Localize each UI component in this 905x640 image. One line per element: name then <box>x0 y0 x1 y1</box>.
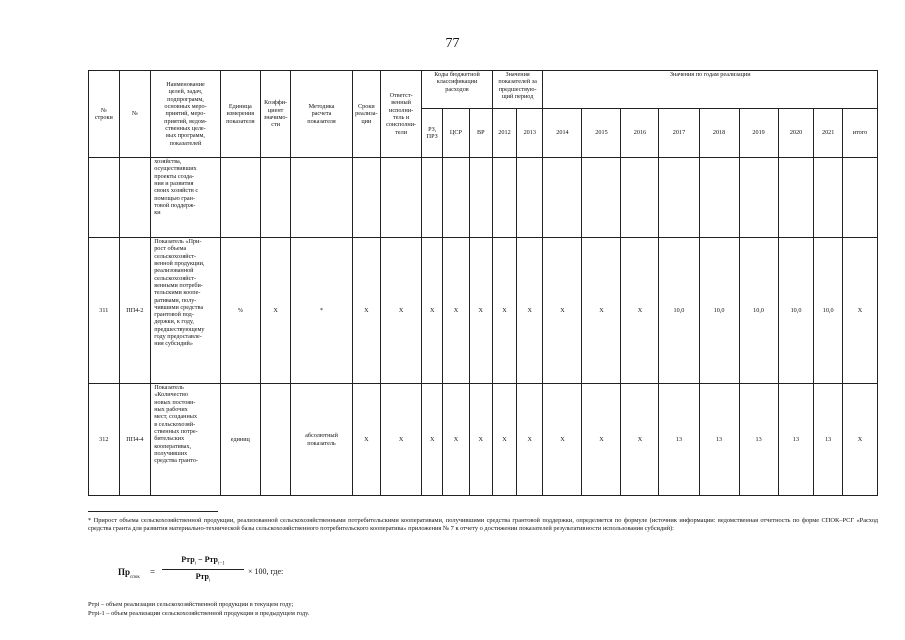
row-code: ПП4-2 <box>119 238 151 384</box>
row-csr: X <box>443 238 469 384</box>
row-total: X <box>842 238 877 384</box>
row-coefficient <box>260 384 291 496</box>
row-number: 312 <box>89 384 120 496</box>
header-row-number: № строки <box>89 71 120 158</box>
row-term: X <box>352 384 380 496</box>
row-method: * <box>291 238 352 384</box>
row-2017: 13 <box>659 384 699 496</box>
row-2020: 13 <box>778 384 814 496</box>
header-rz: РЗ, ПРЗ <box>422 109 443 158</box>
header-year-2015: 2015 <box>582 109 621 158</box>
row-name: Показатель «При- рост объема сельскохозяйст- венной продукции, реализованной сельскохозяйст- венными потреби- тельскими коопе- ративами, полу- чившими средства грантовой под- держки, к году, предшествующему году предоставле- ния субсидий» <box>151 238 221 384</box>
row-2014: X <box>543 238 582 384</box>
row-2015: X <box>582 384 621 496</box>
row-2021: 13 <box>814 384 842 496</box>
row-method: абсолютный показатель <box>291 384 352 496</box>
footnote-text: * Прирост объема сельскохозяйственной продукции, реализованной сельскохозяйственными потребительскими кооперативами, получившими средства грантовой поддержки, определяется по формуле (источник информации: ведомственная отчетность по форме СПОК–РСГ «Расход средства гранта для развития материально-технической базы сельскохозяйственного потребительского кооператива» приложения № 7 к отчету о достижении показателей результативности использования субсидий): <box>88 517 878 533</box>
row-2021: 10,0 <box>814 238 842 384</box>
table-row <box>89 384 878 496</box>
formula <box>118 555 378 591</box>
header-term: Сроки реализа- ции <box>352 71 380 158</box>
formula-denominator: Ртр$_i$ <box>195 571 211 584</box>
header-year-2016: 2016 <box>621 109 659 158</box>
row-rz: X <box>422 238 443 384</box>
row-total: X <box>842 384 877 496</box>
row-2013: X <box>517 384 543 496</box>
row-responsible: X <box>381 384 422 496</box>
row-unit: единиц <box>220 384 260 496</box>
header-budget-codes: Коды бюджетной классификации расходов <box>422 71 493 109</box>
formula-lhs: $Пр_{спок}$ <box>118 567 140 580</box>
row-2014: X <box>543 384 582 496</box>
header-name: Наименование целей, задач, подпрограмм, основных меро- приятий, меро- приятий, ведом- ственных целе- вых программ, показателей <box>151 71 221 158</box>
page-number: 77 <box>445 36 460 51</box>
row-unit: % <box>220 238 260 384</box>
header-row-1 <box>89 71 878 109</box>
row-2016: X <box>621 238 659 384</box>
row-2018: 13 <box>699 384 739 496</box>
header-year-2020: 2020 <box>778 109 814 158</box>
row-2019: 13 <box>739 384 778 496</box>
row-2016: X <box>621 384 659 496</box>
header-vr: ВР <box>469 109 492 158</box>
row-csr: X <box>443 384 469 496</box>
row-term: X <box>352 238 380 384</box>
formula-legend <box>88 600 309 619</box>
row-2012: X <box>492 384 516 496</box>
row-code: ПП4-4 <box>119 384 151 496</box>
row-vr: X <box>469 238 492 384</box>
header-responsible: Ответст- венный исполни- тель и соисполни- тели <box>381 71 422 158</box>
continuation-name: хозяйства, осуществивших проекты созда- ния и развития своих хозяйств с помощью гран- товой поддерж- ки <box>151 158 221 238</box>
row-2018: 10,0 <box>699 238 739 384</box>
row-2019: 10,0 <box>739 238 778 384</box>
header-coefficient: Коэффи- циент значимо- сти <box>260 71 291 158</box>
header-year-2018: 2018 <box>699 109 739 158</box>
header-method: Методика расчета показателя <box>291 71 352 158</box>
row-2013: X <box>517 238 543 384</box>
header-previous-values: Значения показателей за предшествую- щий период <box>492 71 543 109</box>
row-2015: X <box>582 238 621 384</box>
header-year-2019: 2019 <box>739 109 778 158</box>
table-row <box>89 238 878 384</box>
header-year-2013: 2013 <box>517 109 543 158</box>
header-year-2012: 2012 <box>492 109 516 158</box>
header-year-2021: 2021 <box>814 109 842 158</box>
header-csr: ЦСР <box>443 109 469 158</box>
footnote-divider <box>88 511 218 512</box>
row-2020: 10,0 <box>778 238 814 384</box>
formula-tail: × 100, где: <box>248 567 284 576</box>
row-rz: X <box>422 384 443 496</box>
legend-line: Ртрi – объем реализации сельскохозяйственной продукции в текущем году; <box>88 601 294 608</box>
formula-numerator: Ртр$_i$ − Ртр$_{i-1}$ <box>162 555 244 570</box>
indicators-table <box>88 70 878 496</box>
table-row-continuation <box>89 158 878 238</box>
row-number: 311 <box>89 238 120 384</box>
row-coefficient: X <box>260 238 291 384</box>
header-unit: Единица измерения показателя <box>220 71 260 158</box>
row-responsible: X <box>381 238 422 384</box>
row-2012: X <box>492 238 516 384</box>
formula-fraction <box>162 555 244 583</box>
header-total: итого <box>842 109 877 158</box>
formula-equals: = <box>150 567 156 577</box>
row-vr: X <box>469 384 492 496</box>
header-year-values: Значения по годам реализации <box>543 71 878 109</box>
row-name: Показатель «Количество новых постоян- ных рабочих мест, созданных в сельскохозяй- ственных потре- бительских кооперативах, получивших средства гранто- <box>151 384 221 496</box>
row-2017: 10,0 <box>659 238 699 384</box>
legend-line: Ртрi-1 – объем реализации сельскохозяйственной продукции в предыдущем году. <box>88 610 310 618</box>
header-number: № <box>119 71 151 158</box>
header-year-2014: 2014 <box>543 109 582 158</box>
header-year-2017: 2017 <box>659 109 699 158</box>
